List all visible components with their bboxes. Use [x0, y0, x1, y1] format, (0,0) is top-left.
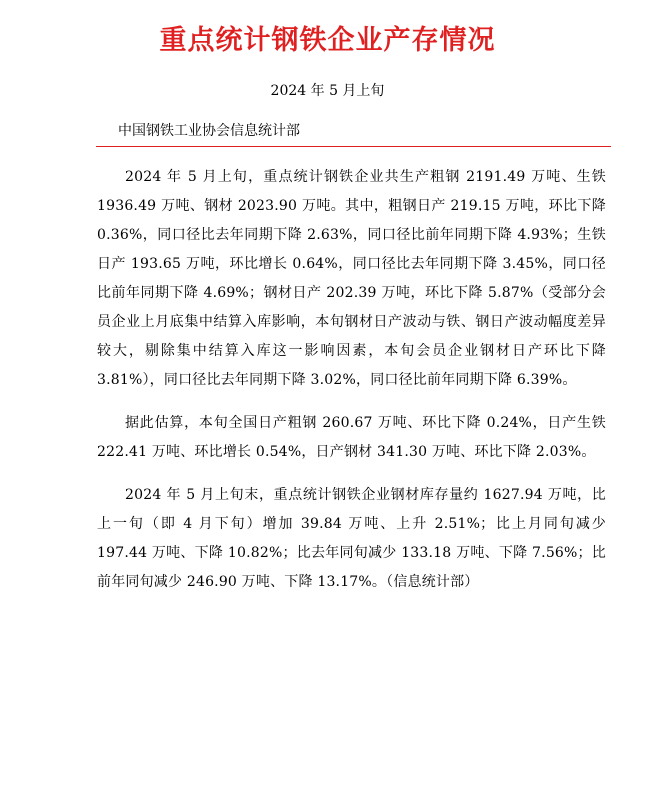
header-divider: [96, 146, 611, 147]
paragraph-production: 2024 年 5 月上旬，重点统计钢铁企业共生产粗钢 2191.49 万吨、生铁 1936.49 万吨、钢材 2023.90 万吨。其中，粗钢日产 219.15 万吨，环比下降 0.36%，同口径比去年同期下降 2.63%，同口径比前年同期下降 4.93%；生铁日产 193.65 万吨，环比增长 0.64%，同口径比去年同期下降 3.45%，同口径比前年同期下降 4.69%；钢材日产 202.39 万吨，环比下降 5.87%（受部分会员企业上月底集中结算入库影响，本旬钢材日产波动与铁、钢日产波动幅度差异较大，剔除集中结算入库这一影响因素，本旬会员企业钢材日产环比下降 3.81%），同口径比去年同期下降 3.02%，同口径比前年同期下降 6.39%。: [97, 169, 606, 388]
document-date: 2024 年 5 月上旬: [270, 83, 385, 99]
document-title: 重点统计钢铁企业产存情况: [159, 25, 496, 56]
paragraph-inventory: 2024 年 5 月上旬末，重点统计钢铁企业钢材库存量约 1627.94 万吨，比上一旬（即 4 月下旬）增加 39.84 万吨、上升 2.51%；比上月同旬减少 197.44 万吨、下降 10.82%；比去年同旬减少 133.18 万吨、下降 7.56%；比前年同旬减少 246.90 万吨、下降 13.17%。（信息统计部）: [97, 487, 606, 590]
issuing-organization: 中国钢铁工业协会信息统计部: [118, 123, 300, 139]
paragraph-national-estimate: 据此估算，本旬全国日产粗钢 260.67 万吨、环比下降 0.24%，日产生铁 222.41 万吨、环比增长 0.54%，日产钢材 341.30 万吨、环比下降 2.03%。: [97, 415, 606, 460]
document-body: [97, 163, 606, 611]
